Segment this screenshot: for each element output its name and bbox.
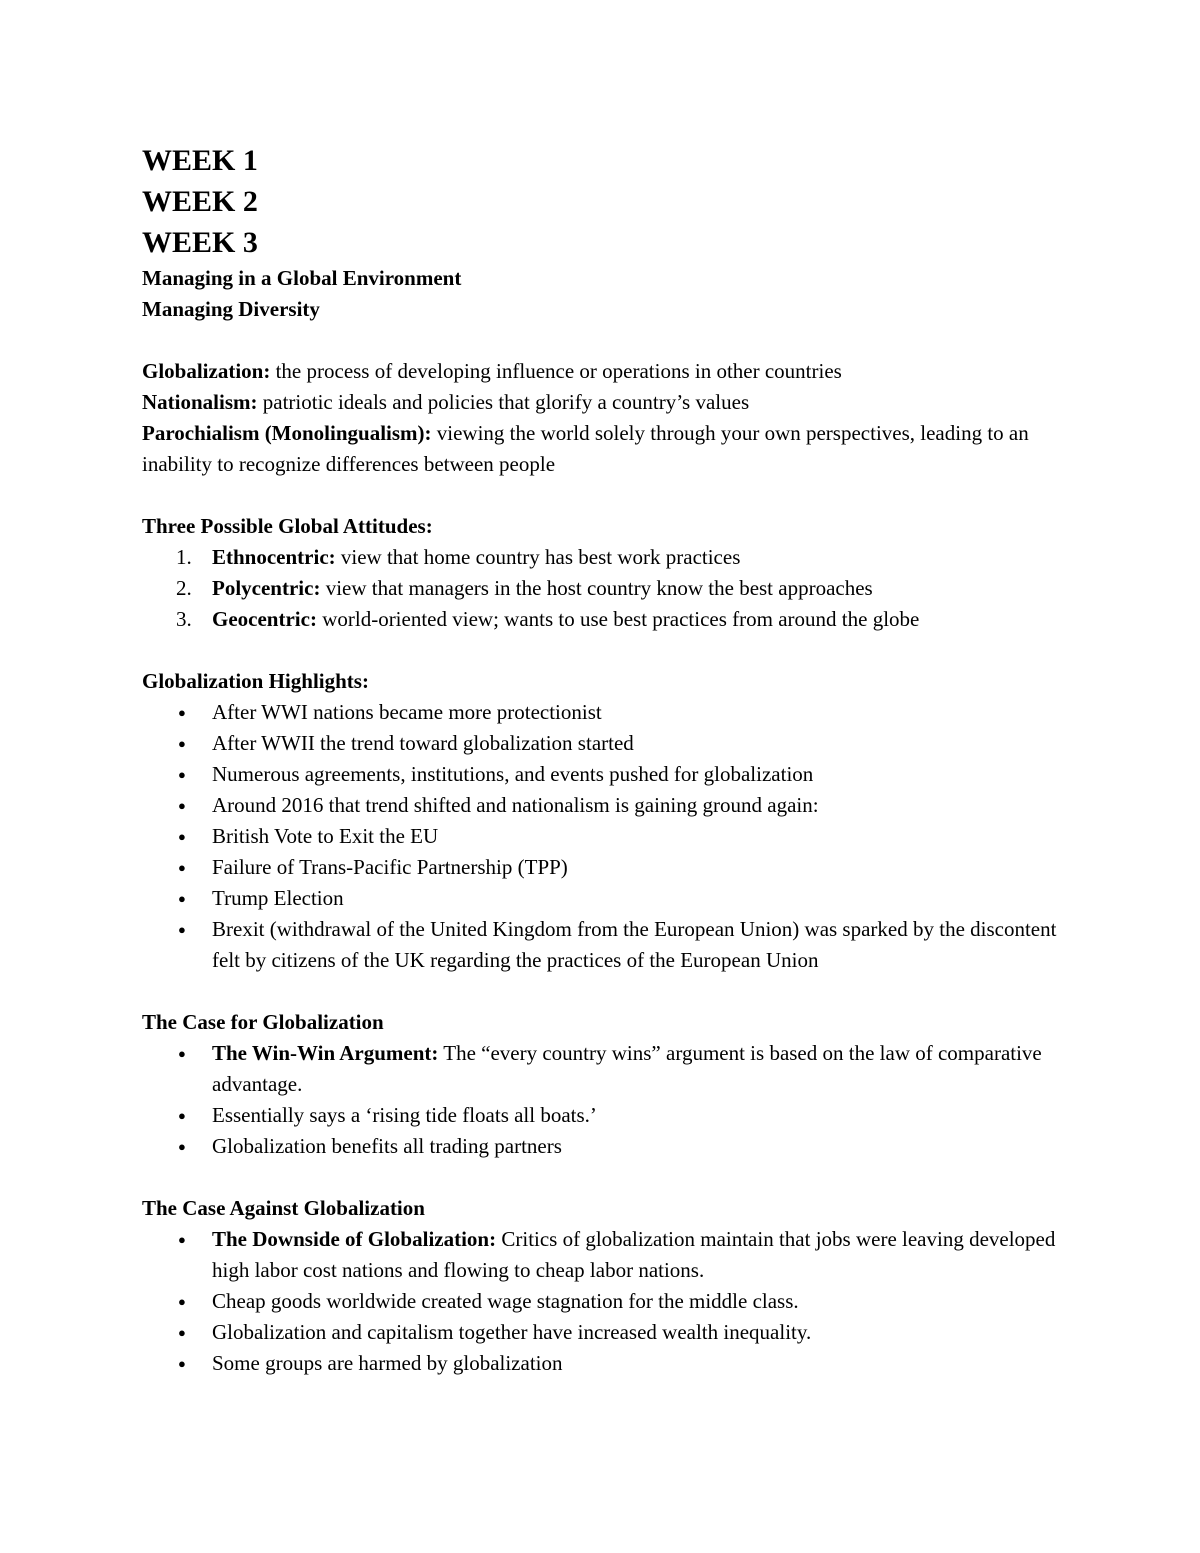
item-text: British Vote to Exit the EU xyxy=(212,824,439,848)
list-item xyxy=(142,1286,1072,1317)
list-item xyxy=(142,697,1072,728)
definition-parochialism xyxy=(142,418,1072,480)
definition-text: viewing the world solely through your own perspectives, leading to an inability to recognize differences between people xyxy=(142,421,1029,476)
bullet-icon: ● xyxy=(178,891,186,906)
definition-nationalism xyxy=(142,387,1072,418)
list-item xyxy=(142,542,1072,573)
item-text: Failure of Trans-Pacific Partnership (TPP) xyxy=(212,855,568,879)
spacer xyxy=(142,480,1072,511)
week-1-heading: WEEK 1 xyxy=(142,144,258,177)
bullet-icon: ● xyxy=(178,860,186,875)
list-item xyxy=(142,728,1072,759)
bullet-icon: ● xyxy=(178,1356,186,1371)
week-3-heading: WEEK 3 xyxy=(142,226,258,259)
document-page xyxy=(142,140,1072,1379)
attitudes-section-title: Three Possible Global Attitudes: xyxy=(142,514,433,538)
case-against-section-title: The Case Against Globalization xyxy=(142,1196,425,1220)
item-term: The Win-Win Argument: xyxy=(212,1041,439,1065)
item-text: After WWII the trend toward globalization started xyxy=(212,731,634,755)
item-term: The Downside of Globalization: xyxy=(212,1227,497,1251)
list-item xyxy=(142,790,1072,821)
bullet-icon: ● xyxy=(178,922,186,937)
definition-text: patriotic ideals and policies that glorify a country’s values xyxy=(257,390,750,414)
bullet-icon: ● xyxy=(178,798,186,813)
item-text: Essentially says a ‘rising tide floats all boats.’ xyxy=(212,1103,597,1127)
bullet-icon: ● xyxy=(178,767,186,782)
bullet-icon: ● xyxy=(178,736,186,751)
list-item xyxy=(142,759,1072,790)
bullet-icon: ● xyxy=(178,829,186,844)
list-item xyxy=(142,1348,1072,1379)
highlights-list xyxy=(142,697,1072,976)
definition-globalization xyxy=(142,356,1072,387)
bullet-icon: ● xyxy=(178,1294,186,1309)
list-number: 1. xyxy=(176,545,192,569)
item-text: Trump Election xyxy=(212,886,344,910)
attitudes-list xyxy=(142,542,1072,635)
list-item xyxy=(142,883,1072,914)
bullet-icon: ● xyxy=(178,1232,186,1247)
week-2-heading: WEEK 2 xyxy=(142,185,258,218)
item-text: Brexit (withdrawal of the United Kingdom from the European Union) was sparked by the discontent felt by citizens of the UK regarding the practices of the European Union xyxy=(212,917,1057,972)
list-number: 2. xyxy=(176,576,192,600)
list-item xyxy=(142,573,1072,604)
item-text: view that managers in the host country know the best approaches xyxy=(320,576,873,600)
spacer xyxy=(142,976,1072,1007)
item-term: Polycentric: xyxy=(212,576,321,600)
definition-text: the process of developing influence or operations in other countries xyxy=(270,359,842,383)
list-number: 3. xyxy=(176,607,192,631)
item-text: Critics of globalization maintain that jobs were leaving developed high labor cost nations and flowing to cheap labor nations. xyxy=(212,1227,1056,1282)
list-item xyxy=(142,821,1072,852)
bullet-icon: ● xyxy=(178,1108,186,1123)
item-text: world-oriented view; wants to use best practices from around the globe xyxy=(316,607,920,631)
list-item xyxy=(142,604,1072,635)
bullet-icon: ● xyxy=(178,1139,186,1154)
list-item xyxy=(142,1100,1072,1131)
item-text: Globalization and capitalism together have increased wealth inequality. xyxy=(212,1320,812,1344)
list-item xyxy=(142,852,1072,883)
item-text: Around 2016 that trend shifted and nationalism is gaining ground again: xyxy=(212,793,819,817)
item-term: Geocentric: xyxy=(212,607,317,631)
definition-term: Parochialism (Monolingualism): xyxy=(142,421,432,445)
spacer xyxy=(142,635,1072,666)
item-text: The “every country wins” argument is based on the law of comparative advantage. xyxy=(212,1041,1042,1096)
topic-heading-diversity: Managing Diversity xyxy=(142,297,320,321)
item-text: Cheap goods worldwide created wage stagnation for the middle class. xyxy=(212,1289,799,1313)
bullet-icon: ● xyxy=(178,1325,186,1340)
case-for-section-title: The Case for Globalization xyxy=(142,1010,384,1034)
list-item xyxy=(142,1131,1072,1162)
case-against-list xyxy=(142,1224,1072,1379)
item-text: Globalization benefits all trading partners xyxy=(212,1134,562,1158)
case-for-list xyxy=(142,1038,1072,1162)
item-text: view that home country has best work practices xyxy=(335,545,741,569)
bullet-icon: ● xyxy=(178,705,186,720)
topic-heading-global-environment: Managing in a Global Environment xyxy=(142,266,462,290)
item-text: Some groups are harmed by globalization xyxy=(212,1351,563,1375)
list-item xyxy=(142,1317,1072,1348)
list-item xyxy=(142,914,1072,976)
bullet-icon: ● xyxy=(178,1046,186,1061)
item-term: Ethnocentric: xyxy=(212,545,336,569)
highlights-section-title: Globalization Highlights: xyxy=(142,669,369,693)
item-text: After WWI nations became more protectionist xyxy=(212,700,602,724)
item-text: Numerous agreements, institutions, and events pushed for globalization xyxy=(212,762,814,786)
definition-term: Globalization: xyxy=(142,359,271,383)
spacer xyxy=(142,1162,1072,1193)
list-item xyxy=(142,1224,1072,1286)
spacer xyxy=(142,325,1072,356)
definition-term: Nationalism: xyxy=(142,390,258,414)
list-item xyxy=(142,1038,1072,1100)
